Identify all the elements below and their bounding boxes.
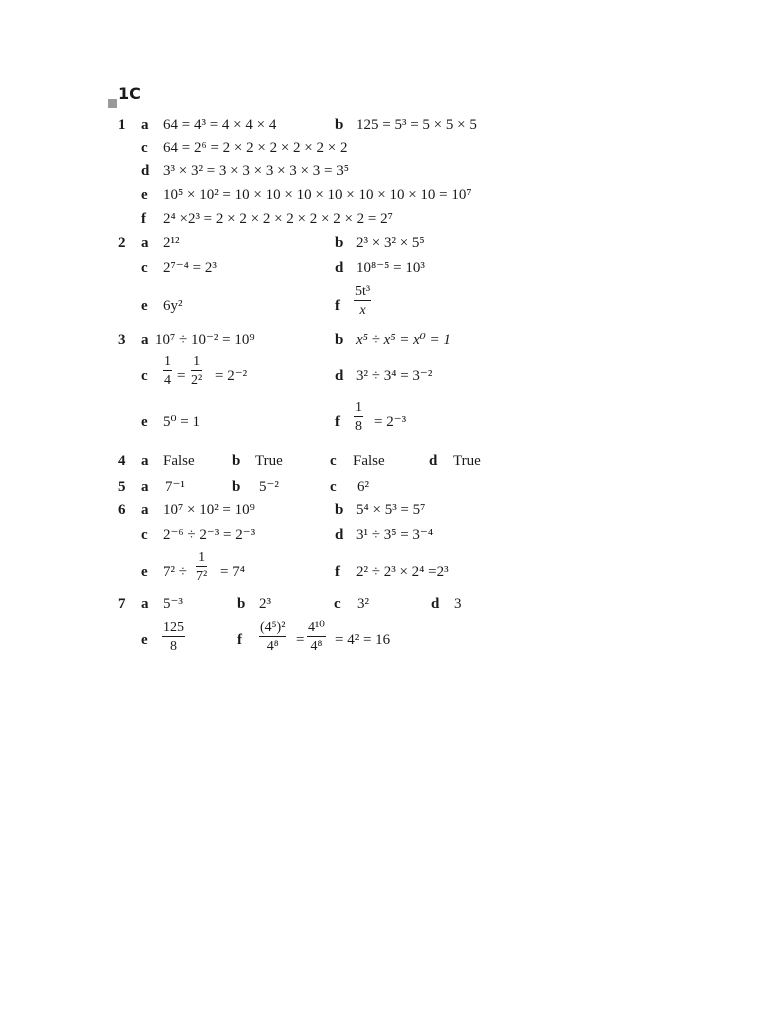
answer-text: 3 [454, 596, 462, 612]
part-label: d [335, 368, 344, 384]
answer-text: 10⁷ × 10² = 10⁹ [163, 502, 255, 518]
part-label: a [141, 235, 149, 251]
equals-sign: = [177, 368, 186, 384]
answer-text: 2² ÷ 2³ × 2⁴ =2³ [356, 564, 449, 580]
part-label: c [330, 453, 337, 469]
part-label: d [141, 163, 150, 179]
fraction [259, 620, 286, 654]
answer-text: 6² [357, 479, 369, 495]
part-label: e [141, 187, 148, 203]
fraction-numerator: 1 [164, 354, 171, 369]
part-label: c [141, 527, 148, 543]
part-label: d [431, 596, 440, 612]
answer-text: = 4² = 16 [335, 632, 391, 648]
part-label: f [335, 298, 340, 314]
answer-text: = 2⁻³ [374, 414, 407, 430]
part-label: d [335, 260, 344, 276]
question-2-row-2 [0, 258, 768, 278]
part-label: c [330, 479, 337, 495]
question-1-row-1 [0, 115, 768, 135]
fraction-denominator: 8 [355, 419, 362, 434]
fraction [354, 284, 371, 318]
fraction-denominator: 4 [164, 373, 171, 388]
question-1-row-4 [0, 185, 768, 205]
answer-text: 3² [357, 596, 369, 612]
question-5-row [0, 477, 768, 497]
answer-text: 64 = 4³ = 4 × 4 × 4 [163, 117, 277, 133]
fraction-numerator: 1 [355, 400, 362, 415]
part-label: a [141, 502, 149, 518]
fraction-denominator: 8 [170, 639, 177, 654]
part-label: f [237, 632, 242, 648]
part-label: b [335, 117, 344, 133]
part-label: b [232, 479, 241, 495]
answer-text: 2¹² [163, 235, 180, 251]
answer-text: 2⁻⁶ ÷ 2⁻³ = 2⁻³ [163, 527, 256, 543]
part-label: c [141, 140, 148, 156]
part-label: b [335, 332, 344, 348]
fraction-numerator: 5t³ [355, 284, 371, 299]
answer-text: 7⁻¹ [165, 479, 185, 495]
answer-text: 3² ÷ 3⁴ = 3⁻² [356, 368, 433, 384]
answer-text: 2⁴ ×2³ = 2 × 2 × 2 × 2 × 2 × 2 × 2 = 2⁷ [163, 211, 393, 227]
part-label: c [141, 368, 148, 384]
equals-sign: = [296, 632, 305, 648]
part-label: e [141, 564, 148, 580]
part-label: f [141, 211, 146, 227]
fraction-numerator: (4⁵)² [260, 620, 286, 635]
part-label: a [141, 332, 149, 348]
part-label: f [335, 564, 340, 580]
fraction-numerator: 1 [196, 550, 207, 567]
question-7-row-1 [0, 594, 768, 614]
fraction [163, 354, 172, 388]
question-3-row-2 [0, 366, 768, 386]
fraction [162, 620, 185, 654]
part-label: b [232, 453, 241, 469]
part-label: b [237, 596, 246, 612]
question-number: 3 [118, 332, 126, 348]
part-label: b [335, 235, 344, 251]
anchor-marker-icon [108, 99, 117, 108]
question-7-row-2 [0, 630, 768, 650]
question-number: 2 [118, 235, 126, 251]
answer-text: 10⁷ ÷ 10⁻² = 10⁹ [155, 332, 255, 348]
question-1-row-3 [0, 161, 768, 181]
fraction-denominator: x [359, 303, 366, 318]
part-label: a [141, 453, 149, 469]
part-label: d [429, 453, 438, 469]
answer-text: 2³ [259, 596, 271, 612]
fraction-denominator: 4⁸ [266, 639, 279, 654]
answer-text: 7² ÷ [163, 564, 187, 580]
part-label: a [141, 117, 149, 133]
part-label: f [335, 414, 340, 430]
answer-text: 3³ × 3² = 3 × 3 × 3 × 3 × 3 = 3⁵ [163, 163, 349, 179]
answer-text: 5⁻³ [163, 596, 183, 612]
part-label: e [141, 632, 148, 648]
question-number: 5 [118, 479, 126, 495]
answer-text: 10⁵ × 10² = 10 × 10 × 10 × 10 × 10 × 10 × 10 = 10⁷ [163, 187, 472, 203]
question-4-row [0, 451, 768, 471]
part-label: a [141, 479, 149, 495]
fraction [307, 620, 326, 654]
question-2-row-1 [0, 233, 768, 253]
fraction [191, 354, 202, 388]
answer-text: 10⁸⁻⁵ = 10³ [356, 260, 425, 276]
answer-text: 64 = 2⁶ = 2 × 2 × 2 × 2 × 2 × 2 [163, 140, 348, 156]
question-1-row-2 [0, 138, 768, 158]
fraction-denominator: 4⁸ [310, 639, 323, 654]
fraction-numerator: 4¹⁰ [308, 620, 325, 635]
answer-text: False [163, 453, 195, 469]
answer-text: 5⁰ = 1 [163, 414, 200, 430]
part-label: b [335, 502, 344, 518]
answer-text: 2³ × 3² × 5⁵ [356, 235, 425, 251]
answer-text: 5⁻² [259, 479, 279, 495]
question-6-row-2 [0, 525, 768, 545]
answer-text: = 2⁻² [215, 368, 248, 384]
question-number: 6 [118, 502, 126, 518]
question-6-row-1 [0, 500, 768, 520]
fraction-denominator: 2² [191, 373, 203, 388]
part-label: d [335, 527, 344, 543]
fraction [196, 550, 207, 584]
answer-text: = 7⁴ [220, 564, 245, 580]
answer-text: 5⁴ × 5³ = 5⁷ [356, 502, 426, 518]
part-label: e [141, 298, 148, 314]
question-3-row-3 [0, 412, 768, 432]
part-label: c [141, 260, 148, 276]
question-6-row-3 [0, 562, 768, 582]
answer-text: True [255, 453, 283, 469]
fraction [354, 400, 363, 434]
answer-text: 6y² [163, 298, 183, 314]
question-1-row-5 [0, 209, 768, 229]
question-3-row-1 [0, 330, 768, 350]
question-number: 7 [118, 596, 126, 612]
answer-text: True [453, 453, 481, 469]
fraction-denominator: 7² [196, 569, 208, 584]
question-number: 4 [118, 453, 126, 469]
section-title: 1C [118, 84, 141, 103]
part-label: c [334, 596, 341, 612]
part-label: e [141, 414, 148, 430]
fraction-numerator: 1 [191, 354, 202, 371]
answer-text: 125 = 5³ = 5 × 5 × 5 [356, 117, 477, 133]
answer-text: 3¹ ÷ 3⁵ = 3⁻⁴ [356, 527, 434, 543]
answer-text: 2⁷⁻⁴ = 2³ [163, 260, 217, 276]
part-label: a [141, 596, 149, 612]
question-2-row-3 [0, 296, 768, 316]
question-number: 1 [118, 117, 126, 133]
answer-text: x⁵ ÷ x⁵ = x⁰ = 1 [356, 332, 451, 348]
fraction-numerator: 125 [163, 620, 184, 635]
answer-text: False [353, 453, 385, 469]
